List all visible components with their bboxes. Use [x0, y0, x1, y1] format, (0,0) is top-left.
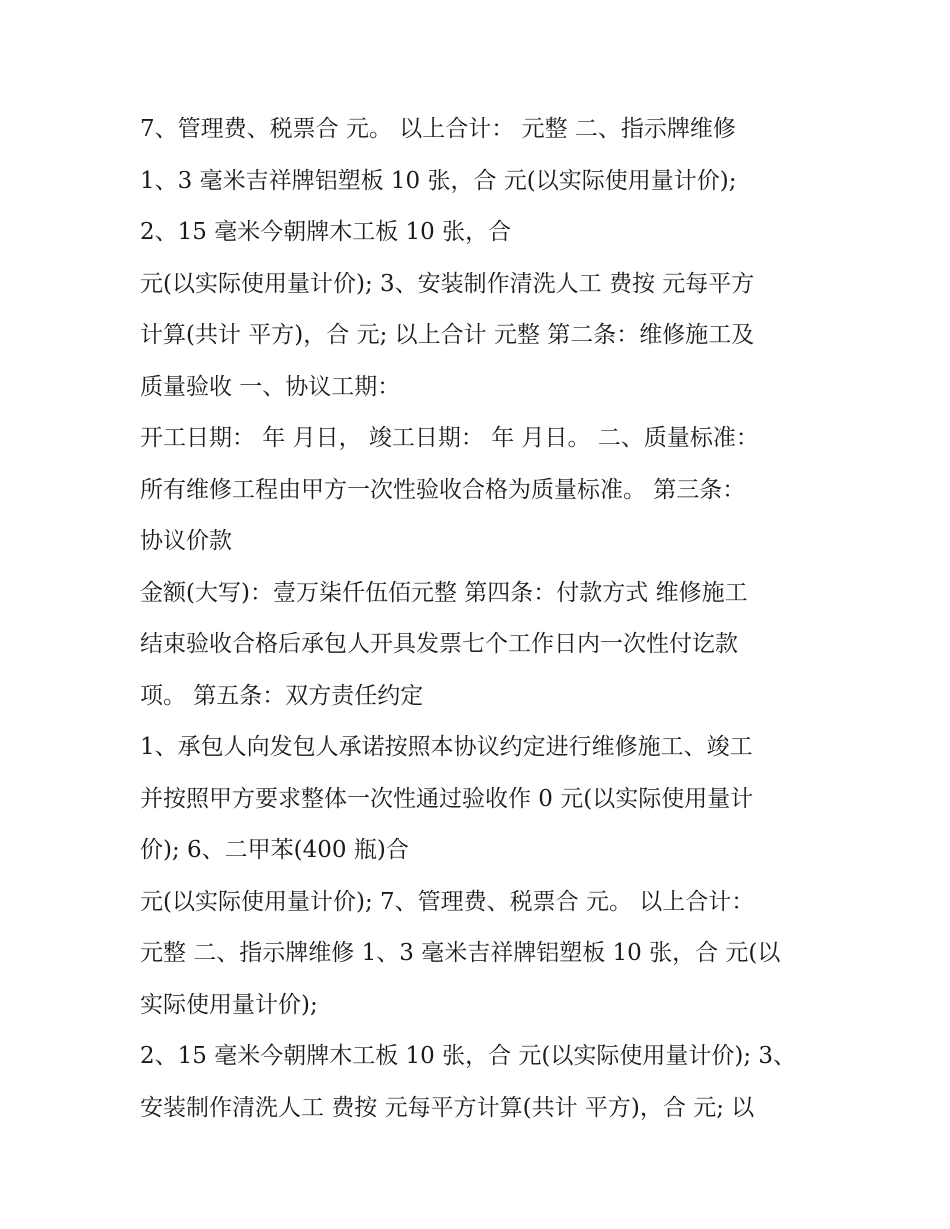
text-line: 协议价款	[140, 528, 232, 554]
text-line: 元(以实际使用量计价); 3、安装制作清洗人工 费按 元每平方	[140, 270, 755, 297]
text-line: 金额(大写)：壹万柒仟伍佰元整 第四条：付款方式 维修施工	[140, 579, 748, 606]
text-line: 2、15 毫米今朝牌木工板 10 张，合	[140, 219, 512, 245]
text-line: 1、承包人向发包人承诺按照本协议约定进行维修施工、竣工	[140, 734, 753, 760]
text-line: 1、3 毫米吉祥牌铝塑板 10 张，合 元(以实际使用量计价);	[140, 167, 737, 194]
text-line: 所有维修工程由甲方一次性验收合格为质量标准。 第三条：	[140, 476, 746, 503]
text-line: 项。 第五条：双方责任约定	[140, 682, 424, 709]
text-line: 开工日期： 年 月日， 竣工日期： 年 月日。 二、质量标准：	[140, 425, 759, 451]
text-line: 元整 二、指示牌维修 1、3 毫米吉祥牌铝塑板 10 张，合 元(以	[140, 940, 781, 966]
text-line: 7、管理费、税票合 元。 以上合计： 元整 二、指示牌维修	[140, 116, 736, 142]
text-line: 计算(共计 平方)，合 元; 以上合计 元整 第二条：维修施工及	[140, 322, 755, 348]
document-body	[140, 104, 810, 1134]
text-line: 元(以实际使用量计价); 7、管理费、税票合 元。 以上合计：	[140, 888, 755, 915]
text-line: 2、15 毫米今朝牌木工板 10 张，合 元(以实际使用量计价); 3、	[140, 1043, 797, 1069]
text-line: 价); 6、二甲苯(400 瓶)合	[140, 837, 409, 863]
text-line: 并按照甲方要求整体一次性通过验收作 0 元(以实际使用量计	[140, 785, 754, 812]
text-line: 结束验收合格后承包人开具发票七个工作日内一次性付讫款	[140, 631, 738, 657]
text-line: 安装制作清洗人工 费按 元每平方计算(共计 平方)，合 元; 以	[140, 1094, 755, 1121]
text-line: 实际使用量计价);	[140, 991, 318, 1018]
text-line: 质量验收 一、协议工期：	[140, 373, 401, 400]
